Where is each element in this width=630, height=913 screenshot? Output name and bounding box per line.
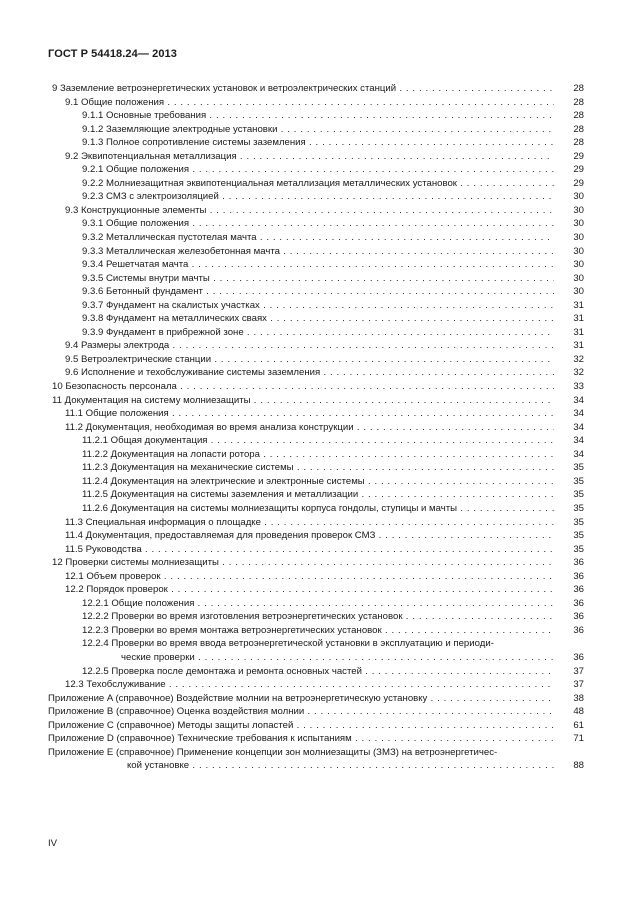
toc-entry-label: 11.2.2 Документация на лопасти ротора . . . xyxy=(82,448,554,462)
toc-entry[interactable] xyxy=(48,732,584,746)
toc-entry-page: 30 xyxy=(573,272,584,284)
toc-entry-page: 35 xyxy=(573,516,584,528)
toc-entry-label: 9.3.6 Бетонный фундамент . . . xyxy=(82,285,554,299)
toc-entry-page: 34 xyxy=(573,435,584,447)
toc-entry[interactable] xyxy=(48,637,584,664)
toc-entry[interactable] xyxy=(48,461,584,475)
toc-entry-label: 9.3.8 Фундамент на металлических сваях . . . xyxy=(82,312,554,326)
toc-entry-page: 28 xyxy=(573,96,584,108)
toc-entry-label: 12.2.3 Проверки во время монтажа ветроэнергетических установок . . . xyxy=(82,624,554,638)
toc-entry-page: 31 xyxy=(573,313,584,325)
toc-entry-page: 36 xyxy=(573,651,584,663)
toc-entry[interactable] xyxy=(48,177,584,191)
toc-entry[interactable] xyxy=(48,665,584,679)
toc-entry[interactable] xyxy=(48,136,584,150)
toc-entry-page: 29 xyxy=(573,164,584,176)
toc-entry[interactable] xyxy=(48,380,584,394)
toc-entry-page: 35 xyxy=(573,475,584,487)
toc-entry-label: Приложение B (справочное) Оценка воздействия молнии . . . xyxy=(48,705,554,719)
toc-entry-label: 9.3.9 Фундамент в прибрежной зоне . . . xyxy=(82,326,554,340)
toc-entry-label: 9.3.2 Металлическая пустотелая мачта . . . xyxy=(82,231,554,245)
toc-entry[interactable] xyxy=(48,624,584,638)
toc-entry-label: 11.4 Документация, предоставляемая для проведения проверок СМЗ . . . xyxy=(65,529,554,543)
toc-entry-page: 35 xyxy=(573,543,584,555)
page-number: IV xyxy=(48,838,58,849)
toc-entry-page: 37 xyxy=(573,679,584,691)
toc-entry[interactable] xyxy=(48,258,584,272)
toc-entry-page: 36 xyxy=(573,597,584,609)
toc-entry-label: 9.2.1 Общие положения . . . xyxy=(82,163,554,177)
toc-entry-label: 9 Заземление ветроэнергетических установок и ветроэлектрических станций . . . xyxy=(52,82,554,96)
toc-entry-page: 36 xyxy=(573,611,584,623)
toc-entry[interactable] xyxy=(48,245,584,259)
toc-entry-label: 12.3 Техобслуживание . . . xyxy=(65,678,554,692)
toc-entry-page: 30 xyxy=(573,232,584,244)
toc-entry-page: 31 xyxy=(573,299,584,311)
toc-entry[interactable] xyxy=(48,82,584,96)
toc-entry-page: 34 xyxy=(573,408,584,420)
toc-entry[interactable] xyxy=(48,678,584,692)
toc-entry-label: 9.3.3 Металлическая железобетонная мачта . . . xyxy=(82,245,554,259)
toc-entry-page: 30 xyxy=(573,286,584,298)
toc-entry-page: 35 xyxy=(573,489,584,501)
toc-entry-label-line1: 12.2.4 Проверки во время ввода ветроэнергетической установки в эксплуатацию и периоди- xyxy=(82,638,494,650)
toc-entry[interactable] xyxy=(48,326,584,340)
toc-entry[interactable] xyxy=(48,217,584,231)
toc-entry-page: 30 xyxy=(573,218,584,230)
toc-entry-label: 12.2.1 Общие положения . . . xyxy=(82,597,554,611)
toc-entry[interactable] xyxy=(48,583,584,597)
toc-entry[interactable] xyxy=(48,434,584,448)
toc-entry[interactable] xyxy=(48,610,584,624)
toc-entry[interactable] xyxy=(48,366,584,380)
toc-entry-label: 9.4 Размеры электрода . . . xyxy=(65,339,554,353)
toc-entry-label: 11.2.6 Документация на системы молниезащиты корпуса гондолы, ступицы и мачты . . . xyxy=(82,502,554,516)
toc-entry[interactable] xyxy=(48,488,584,502)
toc-entry-label: 11.3 Специальная информация о площадке . . . xyxy=(65,516,554,530)
toc-entry[interactable] xyxy=(48,746,584,773)
toc-entry-page: 61 xyxy=(573,719,584,731)
toc-entry-label: 11.1 Общие положения . . . xyxy=(65,407,554,421)
toc-entry-page: 37 xyxy=(573,665,584,677)
toc-entry[interactable] xyxy=(48,163,584,177)
toc-entry[interactable] xyxy=(48,570,584,584)
toc-entry-label: 11.2.3 Документация на механические системы . . . xyxy=(82,461,554,475)
toc-entry-label: 9.2 Эквипотенциальная металлизация . . . xyxy=(65,150,554,164)
toc-entry[interactable] xyxy=(48,516,584,530)
toc-entry-page: 35 xyxy=(573,462,584,474)
toc-entry-page: 36 xyxy=(573,584,584,596)
toc-entry-label: 9.3.1 Общие положения . . . xyxy=(82,217,554,231)
toc-entry-page: 30 xyxy=(573,191,584,203)
toc-entry-page: 34 xyxy=(573,394,584,406)
toc-entry[interactable] xyxy=(48,407,584,421)
toc-entry-label: 12 Проверки системы молниезащиты . . . xyxy=(52,556,554,570)
toc-entry[interactable] xyxy=(48,448,584,462)
toc-entry-page: 32 xyxy=(573,353,584,365)
toc-entry-label: кой установке . . . xyxy=(127,759,554,773)
toc-entry-label: Приложение D (справочное) Технические требования к испытаниям . . . xyxy=(48,732,554,746)
toc-entry[interactable] xyxy=(48,502,584,516)
toc-entry-page: 34 xyxy=(573,448,584,460)
table-of-contents xyxy=(48,82,584,773)
toc-entry-page: 36 xyxy=(573,557,584,569)
toc-entry-page: 29 xyxy=(573,150,584,162)
toc-entry-label: 9.3.4 Решетчатая мачта . . . xyxy=(82,258,554,272)
toc-entry-label: 12.2 Порядок проверок . . . xyxy=(65,583,554,597)
toc-entry-page: 28 xyxy=(573,123,584,135)
toc-entry-label: 9.2.2 Молниезащитная эквипотенциальная металлизация металлических установок . . . xyxy=(82,177,554,191)
toc-entry[interactable] xyxy=(48,394,584,408)
toc-entry-page: 30 xyxy=(573,204,584,216)
toc-entry-label: Приложение C (справочное) Методы защиты лопастей . . . xyxy=(48,719,554,733)
toc-entry-page: 35 xyxy=(573,530,584,542)
toc-entry[interactable] xyxy=(48,353,584,367)
document-header: ГОСТ Р 54418.24— 2013 xyxy=(48,48,177,60)
toc-entry-label: 9.1.3 Полное сопротивление системы заземления . . . xyxy=(82,136,554,150)
toc-entry-label: 9.1 Общие положения . . . xyxy=(65,96,554,110)
toc-entry-page: 30 xyxy=(573,245,584,257)
toc-entry-page: 36 xyxy=(573,570,584,582)
toc-entry-label: 9.6 Исполнение и техобслуживание системы заземления . . . xyxy=(65,366,554,380)
toc-entry-label: Приложение A (справочное) Воздействие молнии на ветроэнергетическую установку . . . xyxy=(48,692,554,706)
toc-entry-label-line1: Приложение E (справочное) Применение концепции зон молниезащиты (ЗМЗ) на ветроэнергетичес- xyxy=(48,746,498,758)
toc-entry[interactable] xyxy=(48,705,584,719)
toc-entry-label: 9.5 Ветроэлектрические станции . . . xyxy=(65,353,554,367)
toc-entry-page: 36 xyxy=(573,624,584,636)
toc-entry-label: 12.2.2 Проверки во время изготовления ветроэнергетических установок . . . xyxy=(82,610,554,624)
toc-entry-label: 9.3.7 Фундамент на скалистых участках . . . xyxy=(82,299,554,313)
toc-entry[interactable] xyxy=(48,190,584,204)
toc-entry[interactable] xyxy=(48,719,584,733)
toc-entry[interactable] xyxy=(48,597,584,611)
toc-entry[interactable] xyxy=(48,96,584,110)
toc-entry-page: 31 xyxy=(573,340,584,352)
toc-entry-label: 11 Документация на систему молниезащиты . . . xyxy=(52,394,554,408)
toc-entry[interactable] xyxy=(48,204,584,218)
toc-entry[interactable] xyxy=(48,150,584,164)
toc-entry-page: 32 xyxy=(573,367,584,379)
toc-entry-label: 12.2.5 Проверка после демонтажа и ремонта основных частей . . . xyxy=(82,665,554,679)
toc-entry[interactable] xyxy=(48,299,584,313)
toc-entry-page: 33 xyxy=(573,381,584,393)
toc-entry-label: 9.3 Конструкционные элементы . . . xyxy=(65,204,554,218)
toc-entry-label: 9.1.2 Заземляющие электродные установки . . . xyxy=(82,123,554,137)
toc-entry[interactable] xyxy=(48,529,584,543)
toc-entry-page: 35 xyxy=(573,502,584,514)
toc-entry-page: 29 xyxy=(573,177,584,189)
toc-entry-label: 12.1 Объем проверок . . . xyxy=(65,570,554,584)
toc-entry-label: ческие проверки . . . xyxy=(121,651,554,665)
toc-entry-page: 28 xyxy=(573,83,584,94)
toc-entry-label: 11.2 Документация, необходимая во время анализа конструкции . . . xyxy=(65,421,554,435)
toc-entry[interactable] xyxy=(48,543,584,557)
toc-entry-label: 11.2.1 Общая документация . . . xyxy=(82,434,554,448)
toc-entry-page: 28 xyxy=(573,110,584,122)
toc-entry-label: 11.2.5 Документация на системы заземления и металлизации . . . xyxy=(82,488,554,502)
toc-entry-page: 30 xyxy=(573,259,584,271)
toc-entry-page: 48 xyxy=(573,706,584,718)
toc-entry-page: 31 xyxy=(573,326,584,338)
toc-entry[interactable] xyxy=(48,109,584,123)
toc-entry[interactable] xyxy=(48,123,584,137)
toc-entry[interactable] xyxy=(48,421,584,435)
toc-entry-page: 88 xyxy=(573,760,584,772)
toc-entry[interactable] xyxy=(48,692,584,706)
toc-entry[interactable] xyxy=(48,312,584,326)
toc-entry[interactable] xyxy=(48,339,584,353)
toc-entry-label: 11.2.4 Документация на электрические и электронные системы . . . xyxy=(82,475,554,489)
toc-entry-label: 11.5 Руководства . . . xyxy=(65,543,554,557)
toc-entry-label: 9.2.3 СМЗ с электроизоляцией . . . xyxy=(82,190,554,204)
toc-entry[interactable] xyxy=(48,231,584,245)
toc-entry-label: 9.1.1 Основные требования . . . xyxy=(82,109,554,123)
toc-entry-label: 10 Безопасность персонала . . . xyxy=(52,380,554,394)
toc-entry-label: 9.3.5 Системы внутри мачты . . . xyxy=(82,272,554,286)
toc-entry[interactable] xyxy=(48,475,584,489)
toc-entry[interactable] xyxy=(48,272,584,286)
toc-entry[interactable] xyxy=(48,285,584,299)
toc-entry-page: 34 xyxy=(573,421,584,433)
toc-entry-page: 28 xyxy=(573,137,584,149)
toc-entry-page: 38 xyxy=(573,692,584,704)
toc-entry[interactable] xyxy=(48,556,584,570)
toc-entry-page: 71 xyxy=(573,733,584,745)
